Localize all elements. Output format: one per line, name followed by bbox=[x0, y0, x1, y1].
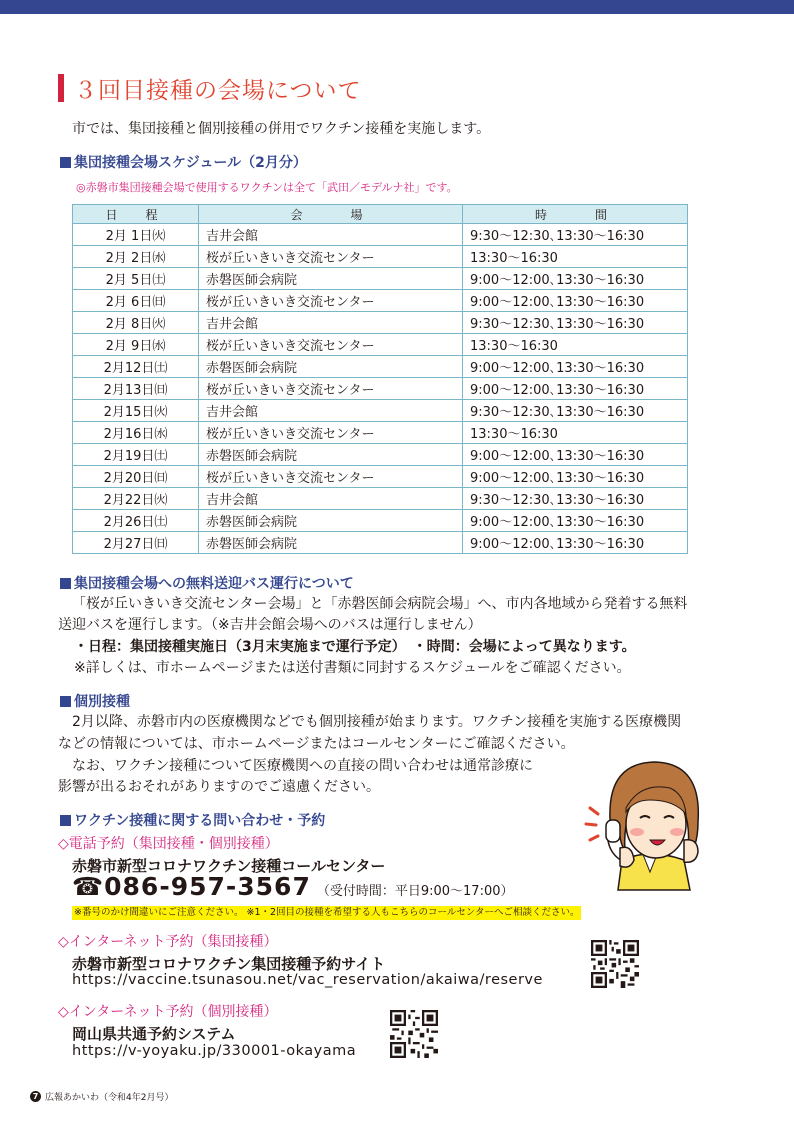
row-date: 2月19日㈯ bbox=[73, 444, 199, 466]
bus-text-2: 送迎バスを運行します。（※吉井会館会場へのバスは運行しません） bbox=[58, 617, 482, 633]
web-individual-url[interactable]: https://v-yoyaku.jp/330001-okayama bbox=[72, 1043, 357, 1059]
table-row bbox=[73, 378, 688, 400]
intro-text: 市では、集団接種と個別接種の併用でワクチン接種を実施します。 bbox=[72, 121, 491, 137]
bus-section-title: 集団接種会場への無料送迎バス運行について bbox=[60, 573, 354, 593]
page-heading bbox=[58, 74, 362, 102]
footer-publication: 広報あかいわ（令和4年2月号） bbox=[45, 1093, 174, 1103]
table-row bbox=[73, 290, 688, 312]
page-footer bbox=[30, 1090, 173, 1103]
row-venue: 赤磐医師会病院 bbox=[199, 510, 463, 532]
heading-accent-bar bbox=[58, 74, 64, 102]
individual-section-title: 個別接種 bbox=[60, 691, 130, 711]
square-bullet-icon bbox=[60, 696, 71, 707]
table-row bbox=[73, 532, 688, 554]
table-row bbox=[73, 422, 688, 444]
row-time: 9:00～12:00､13:30～16:30 bbox=[463, 290, 688, 312]
row-venue: 桜が丘いきいき交流センター bbox=[199, 466, 463, 488]
phone-number[interactable]: ☎086-957-3567 bbox=[72, 872, 311, 901]
row-date: 2月20日㈰ bbox=[73, 466, 199, 488]
row-venue: 吉井会館 bbox=[199, 400, 463, 422]
row-venue: 吉井会館 bbox=[199, 224, 463, 246]
row-time: 9:30～12:30､13:30～16:30 bbox=[463, 400, 688, 422]
row-venue: 桜が丘いきいき交流センター bbox=[199, 422, 463, 444]
bus-schedule-info: ・日程：集団接種実施日（3月末実施まで運行予定） ・時間：会場によって異なります。 bbox=[74, 639, 636, 655]
row-venue: 赤磐医師会病院 bbox=[199, 356, 463, 378]
row-venue: 吉井会館 bbox=[199, 488, 463, 510]
row-date: 2月13日㈰ bbox=[73, 378, 199, 400]
header-venue: 会 場 bbox=[199, 205, 463, 224]
phone-line bbox=[72, 872, 514, 901]
schedule-section-title: 集団接種会場スケジュール（2月分） bbox=[60, 152, 307, 172]
row-time: 9:30～12:30､13:30～16:30 bbox=[463, 224, 688, 246]
bus-text-1: 「桜が丘いきいき交流センター会場」と「赤磐医師会病院会場」へ、市内各地域から発着する無料 bbox=[72, 596, 688, 612]
row-time: 9:00～12:00､13:30～16:30 bbox=[463, 466, 688, 488]
row-date: 2月22日㈫ bbox=[73, 488, 199, 510]
row-venue: 赤磐医師会病院 bbox=[199, 444, 463, 466]
row-venue: 桜が丘いきいき交流センター bbox=[199, 378, 463, 400]
row-venue: 桜が丘いきいき交流センター bbox=[199, 290, 463, 312]
vaccine-note: ◎赤磐市集団接種会場で使用するワクチンは全て「武田／モデルナ社」です。 bbox=[76, 181, 458, 194]
individual-text-4: 影響が出るおそれがありますのでご遠慮ください。 bbox=[58, 779, 380, 795]
row-time: 9:30～12:30､13:30～16:30 bbox=[463, 312, 688, 334]
row-date: 2月15日㈫ bbox=[73, 400, 199, 422]
table-row bbox=[73, 268, 688, 290]
row-date: 2月 1日㈫ bbox=[73, 224, 199, 246]
row-venue: 桜が丘いきいき交流センター bbox=[199, 246, 463, 268]
row-time: 9:00～12:00､13:30～16:30 bbox=[463, 378, 688, 400]
contact-section-title: ワクチン接種に関する問い合わせ・予約 bbox=[60, 810, 325, 830]
table-row bbox=[73, 400, 688, 422]
bus-details-note: ※詳しくは、市ホームページまたは送付書類に同封するスケジュールをご確認ください。 bbox=[74, 660, 631, 676]
row-date: 2月26日㈯ bbox=[73, 510, 199, 532]
row-time: 9:00～12:00､13:30～16:30 bbox=[463, 532, 688, 554]
table-row bbox=[73, 246, 688, 268]
top-bar bbox=[0, 0, 794, 14]
call-center-operator-illustration bbox=[580, 748, 720, 892]
row-date: 2月 2日㈬ bbox=[73, 246, 199, 268]
row-date: 2月16日㈬ bbox=[73, 422, 199, 444]
web-group-site-name: 赤磐市新型コロナワクチン集団接種予約サイト bbox=[72, 955, 386, 973]
row-time: 13:30～16:30 bbox=[463, 334, 688, 356]
ringing-lines-icon bbox=[586, 808, 598, 840]
header-time: 時 間 bbox=[463, 205, 688, 224]
row-time: 9:30～12:30､13:30～16:30 bbox=[463, 488, 688, 510]
row-venue: 赤磐医師会病院 bbox=[199, 268, 463, 290]
table-row bbox=[73, 334, 688, 356]
row-date: 2月 9日㈬ bbox=[73, 334, 199, 356]
individual-text-3: なお、ワクチン接種について医療機関への直接の問い合わせは通常診療に bbox=[72, 758, 534, 774]
header-date: 日 程 bbox=[73, 205, 199, 224]
schedule-table bbox=[72, 204, 688, 554]
qr-code-individual-icon[interactable] bbox=[390, 1010, 438, 1058]
square-bullet-icon bbox=[60, 157, 71, 168]
row-time: 9:00～12:00､13:30～16:30 bbox=[463, 268, 688, 290]
page-number: 7 bbox=[30, 1091, 41, 1102]
square-bullet-icon bbox=[60, 815, 71, 826]
row-time: 9:00～12:00､13:30～16:30 bbox=[463, 444, 688, 466]
row-time: 13:30～16:30 bbox=[463, 246, 688, 268]
row-date: 2月27日㈰ bbox=[73, 532, 199, 554]
row-date: 2月12日㈯ bbox=[73, 356, 199, 378]
table-row bbox=[73, 510, 688, 532]
row-time: 13:30～16:30 bbox=[463, 422, 688, 444]
individual-text-1: 2月以降、赤磐市内の医療機関などでも個別接種が始まります。ワクチン接種を実施する医療機関 bbox=[72, 714, 682, 730]
table-row bbox=[73, 356, 688, 378]
web-individual-site-name: 岡山県共通予約システム bbox=[72, 1025, 236, 1043]
row-venue: 桜が丘いきいき交流センター bbox=[199, 334, 463, 356]
web-group-heading: ◇インターネット予約（集団接種） bbox=[58, 934, 278, 950]
row-date: 2月 5日㈯ bbox=[73, 268, 199, 290]
row-date: 2月 8日㈫ bbox=[73, 312, 199, 334]
table-row bbox=[73, 312, 688, 334]
phone-reservation-heading: ◇電話予約（集団接種・個別接種） bbox=[58, 836, 279, 852]
row-venue: 赤磐医師会病院 bbox=[199, 532, 463, 554]
web-individual-heading: ◇インターネット予約（個別接種） bbox=[58, 1004, 278, 1020]
table-row bbox=[73, 466, 688, 488]
dial-warning-note: ※番号のかけ間違いにご注意ください。 ※1・2回目の接種を希望する人もこちらのコールセンターへご相談ください。 bbox=[74, 907, 580, 918]
schedule-table-body bbox=[73, 224, 688, 554]
table-header-row bbox=[73, 205, 688, 224]
row-time: 9:00～12:00､13:30～16:30 bbox=[463, 510, 688, 532]
heading-text: ３回目接種の会場について bbox=[74, 77, 362, 104]
table-row bbox=[73, 224, 688, 246]
table-row bbox=[73, 488, 688, 510]
individual-text-2: などの情報については、市ホームページまたはコールセンターにご確認ください。 bbox=[58, 736, 575, 752]
row-venue: 吉井会館 bbox=[199, 312, 463, 334]
reception-hours: （受付時間：平日9:00～17:00） bbox=[316, 884, 514, 899]
square-bullet-icon bbox=[60, 578, 71, 589]
qr-code-group-icon[interactable] bbox=[591, 940, 639, 988]
web-group-url[interactable]: https://vaccine.tsunasou.net/vac_reservation/akaiwa/reserve bbox=[72, 972, 543, 988]
row-date: 2月 6日㈰ bbox=[73, 290, 199, 312]
table-row bbox=[73, 444, 688, 466]
call-center-name: 赤磐市新型コロナワクチン接種コールセンター bbox=[72, 857, 386, 875]
row-time: 9:00～12:00､13:30～16:30 bbox=[463, 356, 688, 378]
